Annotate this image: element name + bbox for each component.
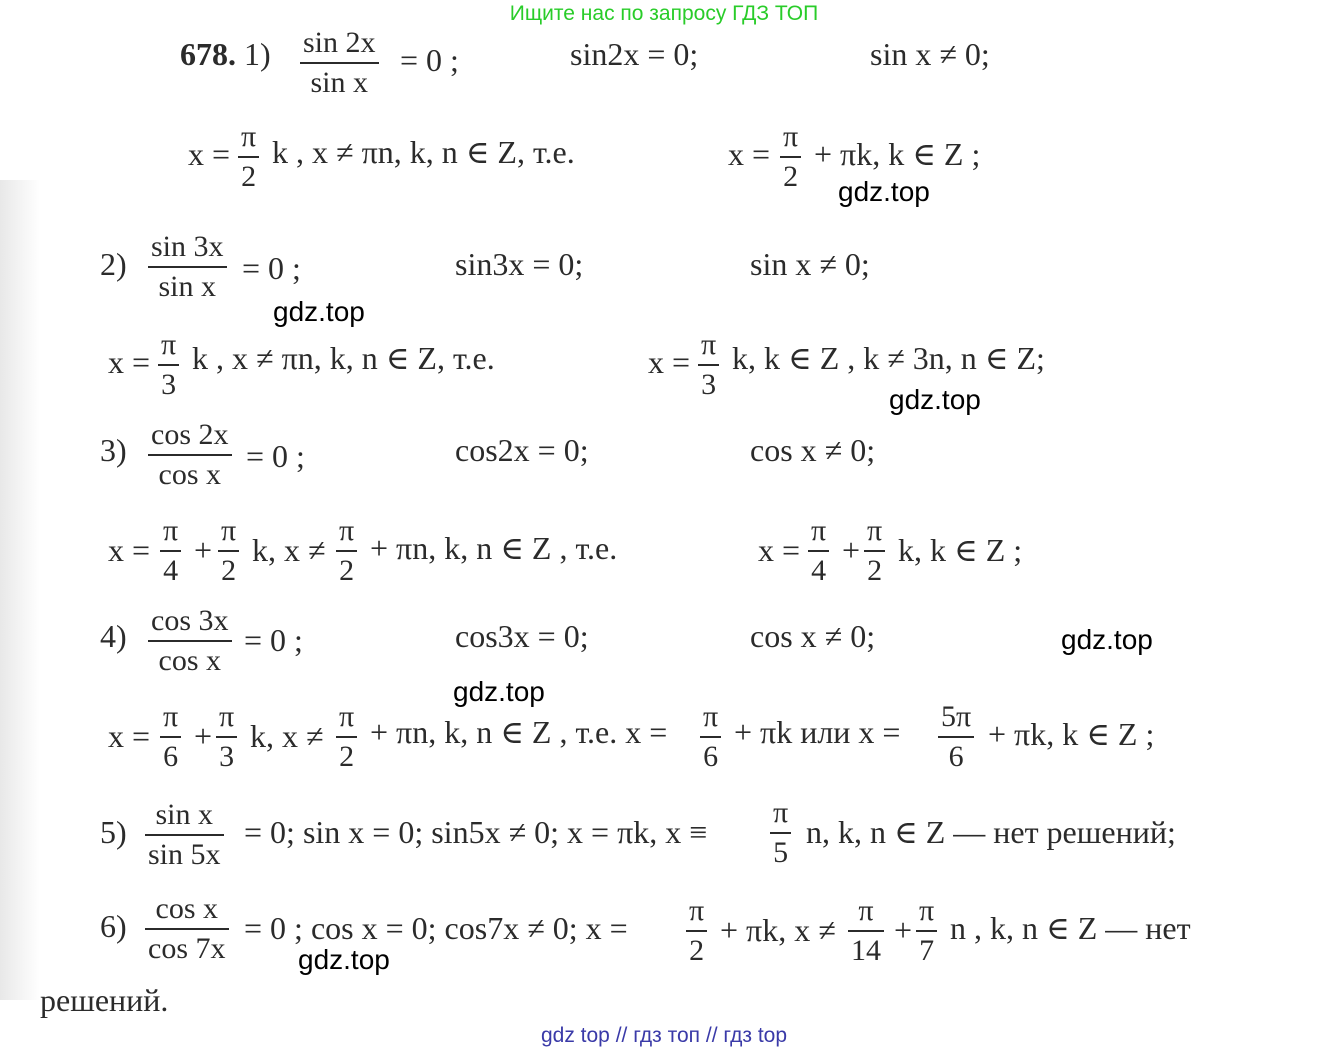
part-label: 3) [100, 432, 127, 468]
solution-text: + [194, 532, 213, 568]
fraction: π 2 [780, 122, 801, 192]
part-label: 2) [100, 246, 127, 282]
equation-text: + πk, x ≠ [720, 912, 836, 948]
fraction: cos 3x cos x [148, 606, 232, 676]
solution-text: + πn, k, n ∈ Z , т.е. x = [370, 714, 668, 750]
fraction: π 2 [336, 702, 357, 772]
fraction: π 3 [216, 702, 237, 772]
equation-text: n , k, n ∈ Z — нет [950, 910, 1191, 946]
solution-text: k, x ≠ [252, 532, 326, 568]
watermark: gdz.top [838, 176, 930, 207]
watermark: gdz.top [1061, 624, 1153, 655]
part-label: 4) [100, 618, 127, 654]
solution-text: x = [188, 136, 231, 172]
equation-text: = 0 ; cos x = 0; cos7x ≠ 0; x = [244, 910, 628, 946]
fraction: π 3 [698, 330, 719, 400]
answer-text: + πk или x = [734, 714, 901, 750]
solution-text: x = [108, 344, 151, 380]
equation-text: решений. [40, 982, 169, 1018]
fraction: sin 2x sin x [300, 28, 379, 98]
fraction: π 4 [160, 516, 181, 586]
answer-text: x = [648, 344, 691, 380]
equation-text: + [894, 912, 913, 948]
scan-edge-shadow [0, 180, 40, 1000]
fraction: π 6 [160, 702, 181, 772]
equation-text: cos2x = 0; [455, 432, 589, 468]
fraction: π 2 [336, 516, 357, 586]
answer-text: k, k ∈ Z , k ≠ 3n, n ∈ Z; [732, 340, 1045, 376]
equation-text: = 0 ; [244, 622, 303, 658]
fraction: sin x sin 5x [145, 800, 224, 870]
top-banner: Ищите нас по запросу ГДЗ ТОП [509, 2, 819, 25]
fraction: π 7 [916, 896, 937, 966]
condition-text: cos x ≠ 0; [750, 618, 876, 654]
condition-text: sin x ≠ 0; [870, 36, 990, 72]
answer-text: x = [728, 136, 771, 172]
solution-text: k , x ≠ πn, k, n ∈ Z, т.е. [272, 134, 575, 170]
equation-text: = 0 ; [242, 250, 301, 286]
fraction: cos 2x cos x [148, 420, 232, 490]
watermark: gdz.top [889, 384, 981, 415]
condition-text: cos x ≠ 0; [750, 432, 876, 468]
equation-text: sin2x = 0; [570, 36, 699, 72]
condition-text: sin x ≠ 0; [750, 246, 870, 282]
fraction: π 5 [770, 798, 791, 868]
fraction: cos x cos 7x [145, 894, 229, 964]
solution-text: + [194, 718, 213, 754]
solution-text: k , x ≠ πn, k, n ∈ Z, т.е. [192, 340, 495, 376]
fraction: sin 3x sin x [148, 232, 227, 302]
equation-text: = 0; sin x = 0; sin5x ≠ 0; x = πk, x ≡ [244, 814, 708, 850]
fraction: π 14 [848, 896, 884, 966]
fraction: π 2 [864, 516, 885, 586]
problem-number: 678. 1) [180, 36, 271, 72]
answer-text: + [842, 532, 861, 568]
fraction: π 2 [218, 516, 239, 586]
equation-text: sin3x = 0; [455, 246, 584, 282]
watermark: gdz.top [453, 676, 545, 707]
solution-text: + πn, k, n ∈ Z , т.е. [370, 530, 618, 566]
fraction: π 3 [158, 330, 179, 400]
answer-text: x = [758, 532, 801, 568]
answer-text: k, k ∈ Z ; [898, 532, 1023, 568]
solution-text: x = [108, 718, 151, 754]
footer-watermark: gdz top // гдз топ // гдз top [540, 1024, 788, 1047]
fraction: 5π 6 [938, 702, 974, 772]
fraction: π 2 [686, 896, 707, 966]
part-label: 6) [100, 908, 127, 944]
equation-text: = 0 ; [246, 438, 305, 474]
part-label: 5) [100, 814, 127, 850]
equation-text: cos3x = 0; [455, 618, 589, 654]
answer-text: + πk, k ∈ Z ; [988, 716, 1155, 752]
fraction: π 2 [238, 122, 259, 192]
solution-text: k, x ≠ [250, 718, 324, 754]
fraction: π 6 [700, 702, 721, 772]
watermark: gdz.top [273, 296, 365, 327]
watermark: gdz.top [298, 944, 390, 975]
fraction: π 4 [808, 516, 829, 586]
equation-text: n, k, n ∈ Z — нет решений; [806, 814, 1176, 850]
solution-text: x = [108, 532, 151, 568]
answer-text: + πk, k ∈ Z ; [814, 136, 981, 172]
equation-text: = 0 ; [400, 42, 459, 78]
